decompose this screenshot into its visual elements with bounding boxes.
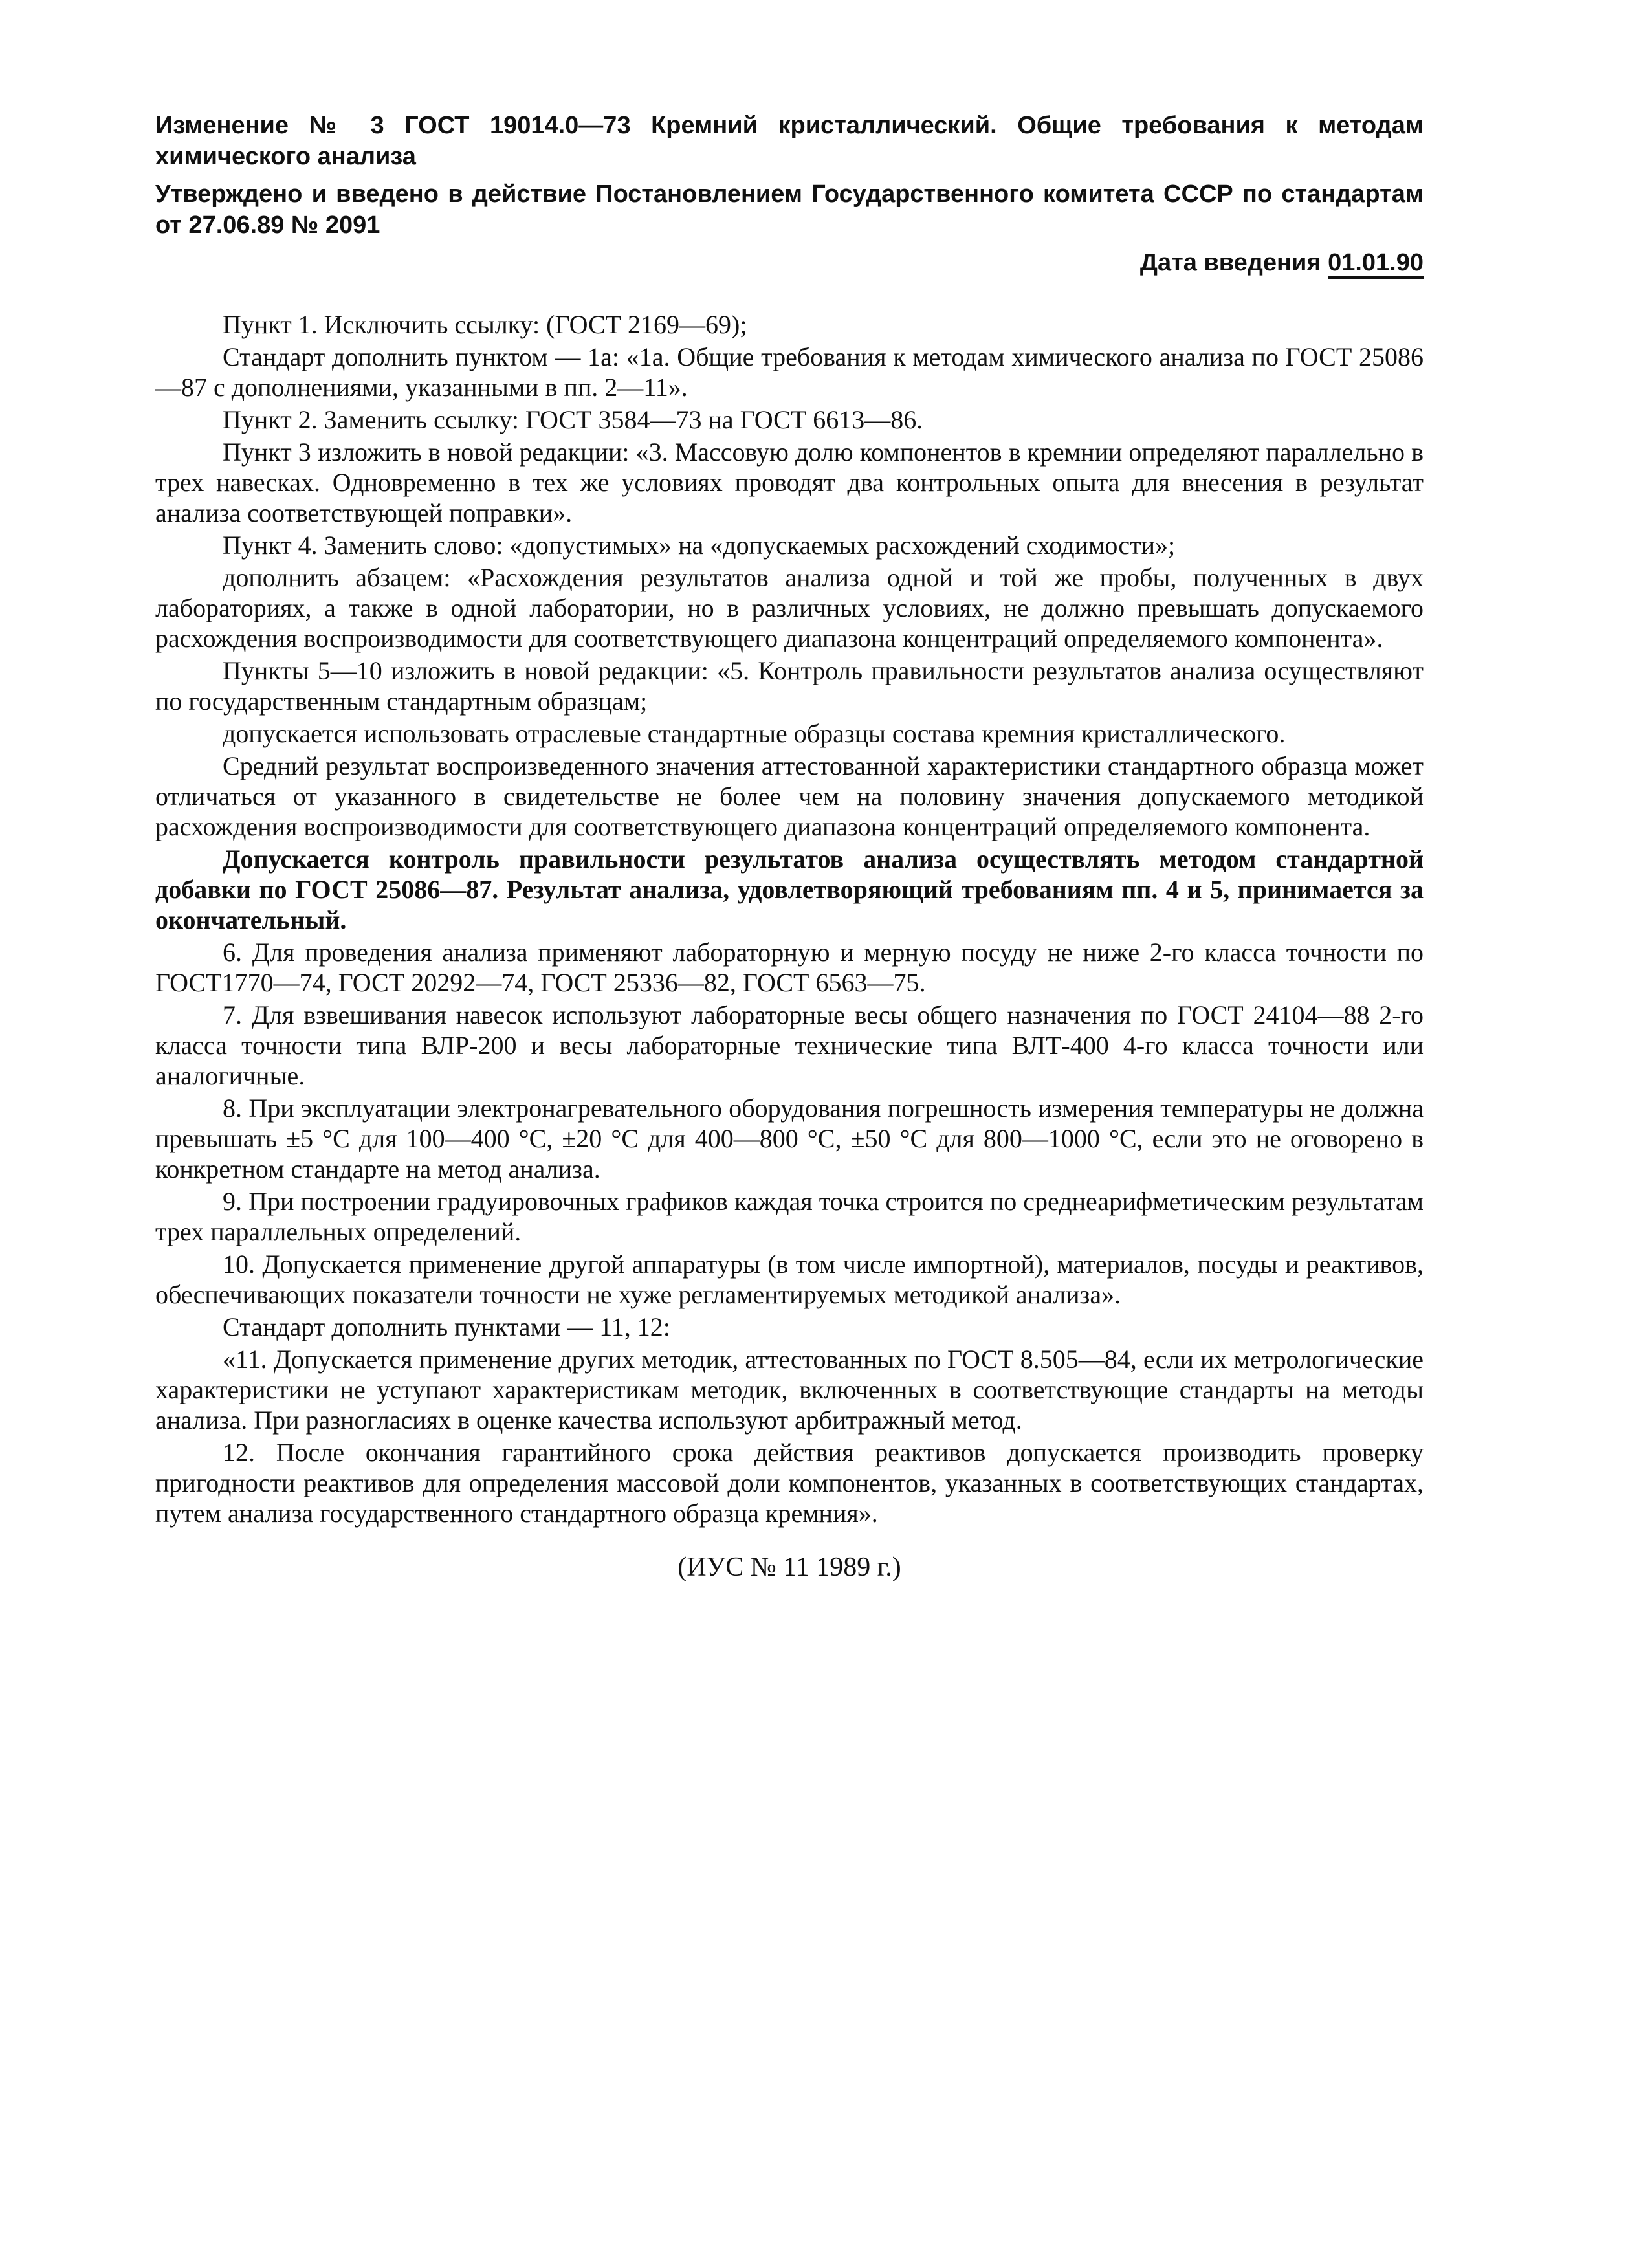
effective-date-label: Дата введения [1139,249,1321,276]
paragraph: Пункты 5—10 изложить в новой редакции: «5. Контроль правильности результатов анализа осуществляют по государственным стандартным образцам; [155,656,1424,716]
paragraph: Пункт 2. Заменить ссылку: ГОСТ 3584—73 на ГОСТ 6613—86. [223,405,923,434]
paragraph: Допускается контроль правильности результатов анализа осуществлять методом стандартной добавки по ГОСТ 25086—87. Результат анализа, удовлетворяющий требованиям пп. 4 и 5, принимается за окончательный. [155,844,1424,934]
paragraph: 9. При построении градуировочных графиков каждая точка строится по среднеарифметическим результатам трех параллельных определений. [155,1187,1424,1246]
approval-statement: Утверждено и введено в действие Постановлением Государственного комитета СССР по стандартам от 27.06.89 № 2091 [155,181,1424,239]
document-page [155,110,1424,2207]
amendment-body [155,309,1424,1528]
effective-date [155,247,1424,278]
paragraph: Пункт 3 изложить в новой редакции: «3. Массовую долю компонентов в кремнии определяют параллельно в трех навесках. Одновременно в тех же условиях проводят два контрольных опыта для внесения в результат анализа соответствующей поправки». [155,437,1424,527]
paragraph: Пункт 1. Исключить ссылку: (ГОСТ 2169—69); [223,310,747,339]
document-title: Изменение № 3 ГОСТ 19014.0—73 Кремний кристаллический. Общие требования к методам химического анализа [155,112,1424,170]
paragraph: Стандарт дополнить пунктом — 1а: «1а. Общие требования к методам химического анализа по ГОСТ 25086—87 с дополнениями, указанными в пп. 2—11». [155,342,1424,402]
paragraph: допускается использовать отраслевые стандартные образцы состава кремния кристаллического. [223,719,1286,748]
paragraph: Пункт 4. Заменить слово: «допустимых» на «допускаемых расхождений сходимости»; [223,531,1176,560]
publication-source: (ИУС № 11 1989 г.) [677,1552,901,1582]
paragraph: Стандарт дополнить пунктами — 11, 12: [223,1312,670,1341]
paragraph: 6. Для проведения анализа применяют лабораторную и мерную посуду не ниже 2-го класса точности по ГОСТ1770—74, ГОСТ 20292—74, ГОСТ 25336—82, ГОСТ 6563—75. [155,938,1424,997]
paragraph: «11. Допускается применение других методик, аттестованных по ГОСТ 8.505—84, если их метрологические характеристики не уступают характеристикам методик, включенных в соответствующие стандарты на методы анализа. При разногласиях в оценке качества используют арбитражный метод. [155,1345,1424,1435]
paragraph: 8. При эксплуатации электронагревательного оборудования погрешность измерения температуры не должна превышать ±5 °С для 100—400 °С, ±20 °С для 400—800 °С, ±50 °С для 800—1000 °С, если это не оговорено в конкретном стандарте на метод анализа. [155,1094,1424,1184]
effective-date-value: 01.01.90 [1328,249,1424,279]
paragraph: 12. После окончания гарантийного срока действия реактивов допускается производить проверку пригодности реактивов для определения массовой доли компонентов, указанных в соответствующих стандартах, путем анализа государственного стандартного образца кремния». [155,1438,1424,1528]
paragraph: 7. Для взвешивания навесок используют лабораторные весы общего назначения по ГОСТ 24104—88 2-го класса точности типа ВЛР-200 и весы лабораторные технические типа ВЛТ-400 4-го класса точности или аналогичные. [155,1000,1424,1090]
paragraph: 10. Допускается применение другой аппаратуры (в том числе импортной), материалов, посуды и реактивов, обеспечивающих показатели точности не хуже регламентируемых методикой анализа». [155,1250,1424,1309]
paragraph: дополнить абзацем: «Расхождения результатов анализа одной и той же пробы, полученных в двух лабораториях, а также в одной лаборатории, но в различных условиях, не должно превышать допускаемого расхождения воспроизводимости для соответствующего диапазона концентраций определяемого компонента». [155,563,1424,653]
paragraph: Средний результат воспроизведенного значения аттестованной характеристики стандартного образца может отличаться от указанного в свидетельстве не более чем на половину значения допускаемого методикой расхождения воспроизводимости для соответствующего диапазона концентраций определяемого компонента. [155,751,1424,841]
